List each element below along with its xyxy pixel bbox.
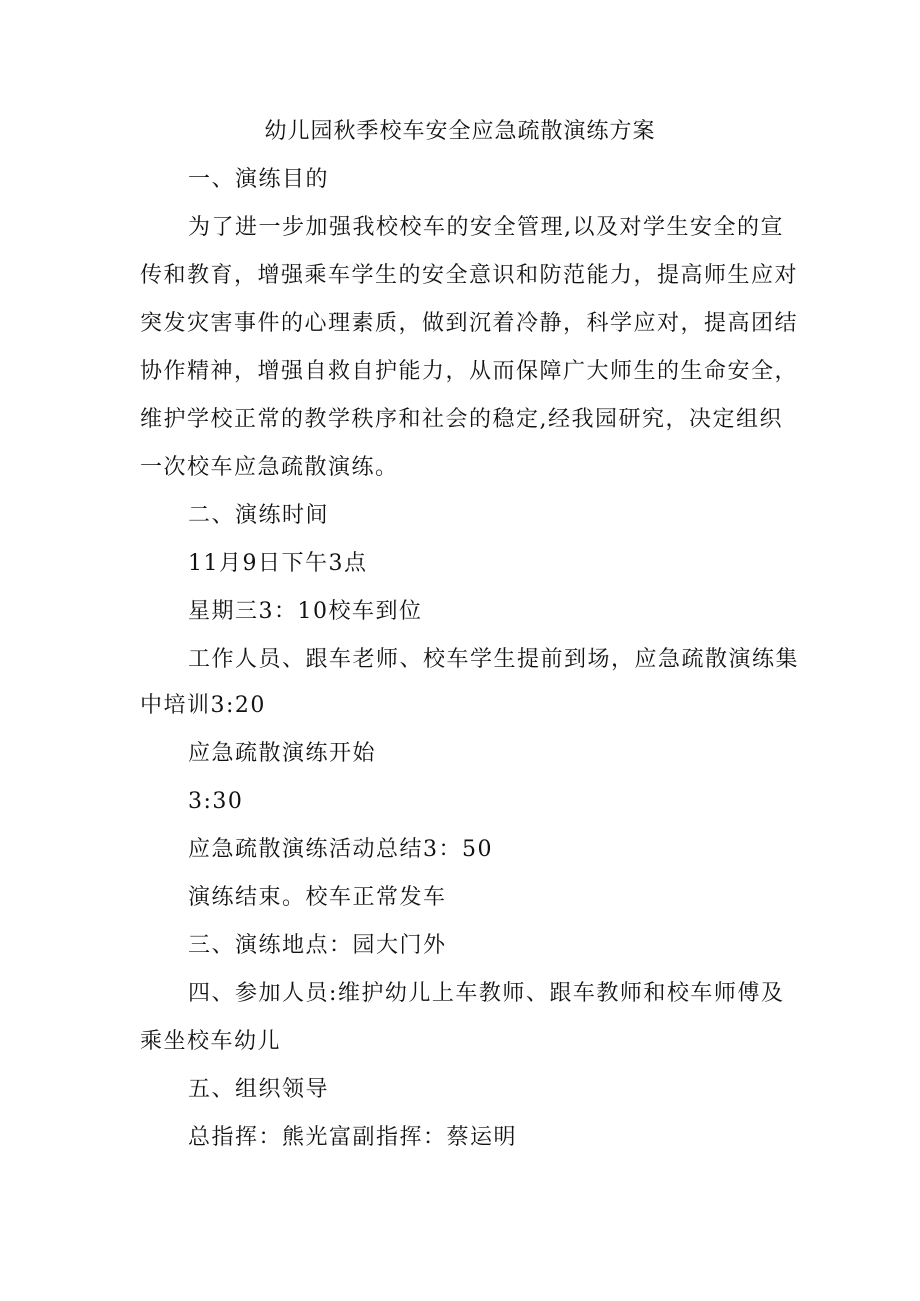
section-heading-leadership: 五、组织领导 xyxy=(188,1077,330,1102)
schedule-line: 演练结束。校车正常发车 xyxy=(188,885,447,910)
paragraph-line: 为了进一步加强我校校车的安全管理,以及对学生安全的宣 xyxy=(188,215,784,240)
paragraph-line: 协作精神，增强自救自护能力，从而保障广大师生的生命安全， xyxy=(140,359,799,384)
paragraph-line: 维护学校正常的教学秩序和社会的稳定,经我园研究，决定组织 xyxy=(140,407,783,432)
schedule-line: 应急疏散演练开始 xyxy=(188,741,377,766)
schedule-line: 3:30 xyxy=(188,789,244,814)
document-title: 幼儿园秋季校车安全应急疏散演练方案 xyxy=(264,119,656,144)
section-heading-participants: 四、参加人员:维护幼儿上车教师、跟车教师和校车师傅及 xyxy=(188,981,785,1006)
schedule-line: 工作人员、跟车老师、校车学生提前到场，应急疏散演练集 xyxy=(188,647,800,672)
section-heading-purpose: 一、演练目的 xyxy=(188,167,330,192)
leadership-line: 总指挥：熊光富副指挥：蔡运明 xyxy=(188,1125,518,1150)
paragraph-line: 突发灾害事件的心理素质，做到沉着冷静，科学应对，提高团结 xyxy=(140,311,799,336)
schedule-line: 11月9日下午3点 xyxy=(188,551,368,576)
section-heading-location: 三、演练地点：园大门外 xyxy=(188,933,447,958)
paragraph-line: 乘坐校车幼儿 xyxy=(140,1029,282,1054)
schedule-line: 应急疏散演练活动总结3：50 xyxy=(188,837,493,862)
section-heading-time: 二、演练时间 xyxy=(188,503,330,528)
schedule-line: 星期三3：10校车到位 xyxy=(188,599,423,624)
schedule-line: 中培训3:20 xyxy=(140,693,266,718)
paragraph-line: 一次校车应急疏散演练。 xyxy=(140,455,399,480)
paragraph-line: 传和教育，增强乘车学生的安全意识和防范能力，提高师生应对 xyxy=(140,263,799,288)
